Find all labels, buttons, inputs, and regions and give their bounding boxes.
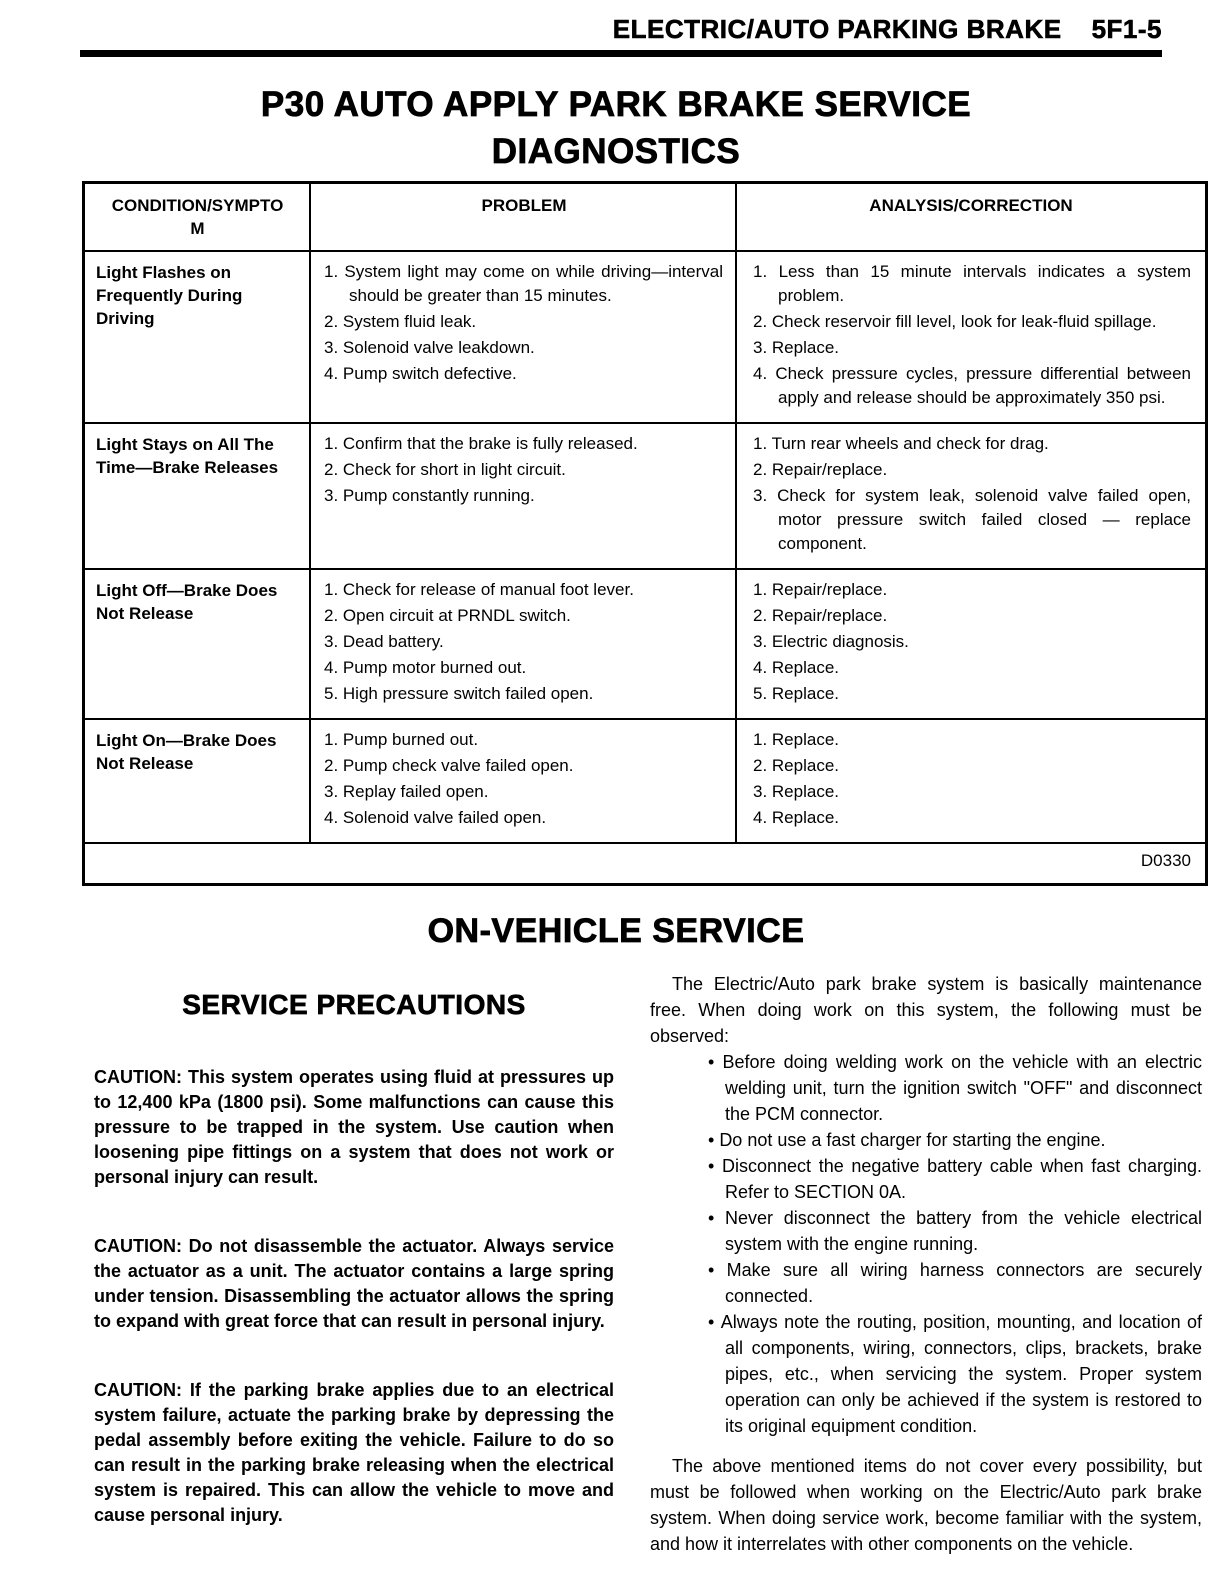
condition-cell xyxy=(85,252,311,422)
analysis-item: 2. Check reservoir fill level, look for leak-fluid spillage. xyxy=(753,312,1157,331)
condition-text: Light Flashes on Frequently During Driving xyxy=(96,263,243,328)
analysis-item: 3. Replace. xyxy=(753,782,839,801)
overview-closing: The above mentioned items do not cover every possibility, but must be followed when working on the Electric/Auto park brake system. When doing service work, become familiar with the system, and how it interrelates with other components on the vehicle. xyxy=(650,1456,1202,1554)
problem-item: 3. Replay failed open. xyxy=(324,782,489,801)
chapter-title: ELECTRIC/AUTO PARKING BRAKE xyxy=(612,14,1062,44)
problem-item: 4. Pump switch defective. xyxy=(324,364,517,383)
bullet-item: • Never disconnect the battery from the vehicle electrical system with the engine running. xyxy=(708,1205,1202,1257)
problem-item: 2. Pump check valve failed open. xyxy=(324,756,574,775)
caution-paragraph: CAUTION: This system operates using fluid at pressures up to 12,400 kPa (1800 psi). Some malfunctions can cause this pressure to be trapped in the system. Use caution when loosening pipe fittings on a system that does not work or personal injury can result. xyxy=(94,1067,614,1187)
problem-item: 1. System light may come on while driving—interval should be greater than 15 minutes. xyxy=(324,262,723,305)
problem-item: 4. Solenoid valve failed open. xyxy=(324,808,547,827)
problem-item: 2. Check for short in light circuit. xyxy=(324,460,566,479)
bullet-list xyxy=(650,1049,1202,1439)
page-header xyxy=(80,14,1162,45)
bullet-item: • Disconnect the negative battery cable when fast charging. Refer to SECTION 0A. xyxy=(708,1153,1202,1205)
left-column xyxy=(94,971,614,1557)
header-cell-problem: PROBLEM xyxy=(481,196,567,215)
header-cell-analysis: ANALYSIS/CORRECTION xyxy=(869,196,1073,215)
table-row xyxy=(85,718,1205,842)
bullet-item: • Before doing welding work on the vehicle with an electric welding unit, turn the ignition switch "OFF" and disconnect the PCM connector. xyxy=(708,1049,1202,1127)
problem-item: 1. Confirm that the brake is fully released. xyxy=(324,434,638,453)
table-figure-code xyxy=(85,842,1205,883)
table-header-row xyxy=(85,184,1205,250)
bullet-item: • Always note the routing, position, mounting, and location of all components, wiring, connectors, clips, brackets, brake pipes, etc., when servicing the system. Proper system operation can only be achieved if the system is restored to its original equipment condition. xyxy=(708,1309,1202,1439)
table-row xyxy=(85,250,1205,422)
condition-cell xyxy=(85,720,311,842)
condition-text: Light Stays on All The Time—Brake Releases xyxy=(96,435,279,477)
analysis-item: 4. Replace. xyxy=(753,808,839,827)
problem-item: 3. Dead battery. xyxy=(324,632,444,651)
analysis-item: 3. Replace. xyxy=(753,338,839,357)
problem-item: 2. Open circuit at PRNDL switch. xyxy=(324,606,571,625)
problem-item: 5. High pressure switch failed open. xyxy=(324,684,594,703)
page-number: 5F1-5 xyxy=(1091,14,1162,44)
analysis-item: 3. Electric diagnosis. xyxy=(753,632,909,651)
condition-cell xyxy=(85,424,311,568)
problem-item: 3. Pump constantly running. xyxy=(324,486,535,505)
problem-item: 3. Solenoid valve leakdown. xyxy=(324,338,535,357)
service-precautions-title: SERVICE PRECAUTIONS xyxy=(182,989,526,1020)
analysis-item: 4. Check pressure cycles, pressure differential between apply and release should be approximately 350 psi. xyxy=(753,364,1191,407)
header-cell-condition: CONDITION/SYMPTOM xyxy=(85,184,311,250)
on-vehicle-service-title: ON-VEHICLE SERVICE xyxy=(427,912,805,950)
figure-code: D0330 xyxy=(1140,851,1191,870)
diagnostics-table xyxy=(82,181,1208,886)
table-row xyxy=(85,422,1205,568)
caution-paragraph: CAUTION: Do not disassemble the actuator. Always service the actuator as a unit. The actuator contains a large spring under tension. Disassembling the actuator allows the spring to expand with great force that can result in personal injury. xyxy=(94,1236,614,1331)
analysis-item: 3. Check for system leak, solenoid valve failed open, motor pressure switch failed closed — replace component. xyxy=(753,486,1191,553)
analysis-item: 2. Repair/replace. xyxy=(753,460,888,479)
analysis-item: 5. Replace. xyxy=(753,684,839,703)
analysis-item: 1. Less than 15 minute intervals indicates a system problem. xyxy=(753,262,1191,305)
analysis-item: 1. Turn rear wheels and check for drag. xyxy=(753,434,1049,453)
analysis-item: 1. Replace. xyxy=(753,730,839,749)
analysis-item: 4. Replace. xyxy=(753,658,839,677)
condition-cell xyxy=(85,570,311,718)
condition-text: Light Off—Brake Does Not Release xyxy=(96,581,278,623)
diagnostics-title xyxy=(0,81,1232,175)
caution-paragraph: CAUTION: If the parking brake applies due to an electrical system failure, actuate the parking brake by depressing the pedal assembly before exiting the vehicle. Failure to do so can result in the parking brake releasing when the electrical system is repaired. This can allow the vehicle to move and cause personal injury. xyxy=(94,1380,614,1525)
problem-item: 1. Pump burned out. xyxy=(324,730,479,749)
overview-intro: The Electric/Auto park brake system is basically maintenance free. When doing work on this system, the following must be observed: xyxy=(650,974,1202,1046)
two-column-body xyxy=(94,971,1202,1557)
diagnostics-title-line2: DIAGNOSTICS xyxy=(491,132,741,171)
analysis-item: 2. Replace. xyxy=(753,756,839,775)
problem-item: 2. System fluid leak. xyxy=(324,312,477,331)
problem-item: 1. Check for release of manual foot lever. xyxy=(324,580,634,599)
condition-text: Light On—Brake Does Not Release xyxy=(96,731,277,773)
bullet-item: • Make sure all wiring harness connectors are securely connected. xyxy=(708,1257,1202,1309)
table-row xyxy=(85,568,1205,718)
header-rule xyxy=(80,50,1162,57)
right-column xyxy=(650,971,1202,1557)
problem-item: 4. Pump motor burned out. xyxy=(324,658,527,677)
analysis-item: 2. Repair/replace. xyxy=(753,606,888,625)
analysis-item: 1. Repair/replace. xyxy=(753,580,888,599)
bullet-item: • Do not use a fast charger for starting the engine. xyxy=(708,1127,1202,1153)
diagnostics-title-line1: P30 AUTO APPLY PARK BRAKE SERVICE xyxy=(260,85,972,124)
